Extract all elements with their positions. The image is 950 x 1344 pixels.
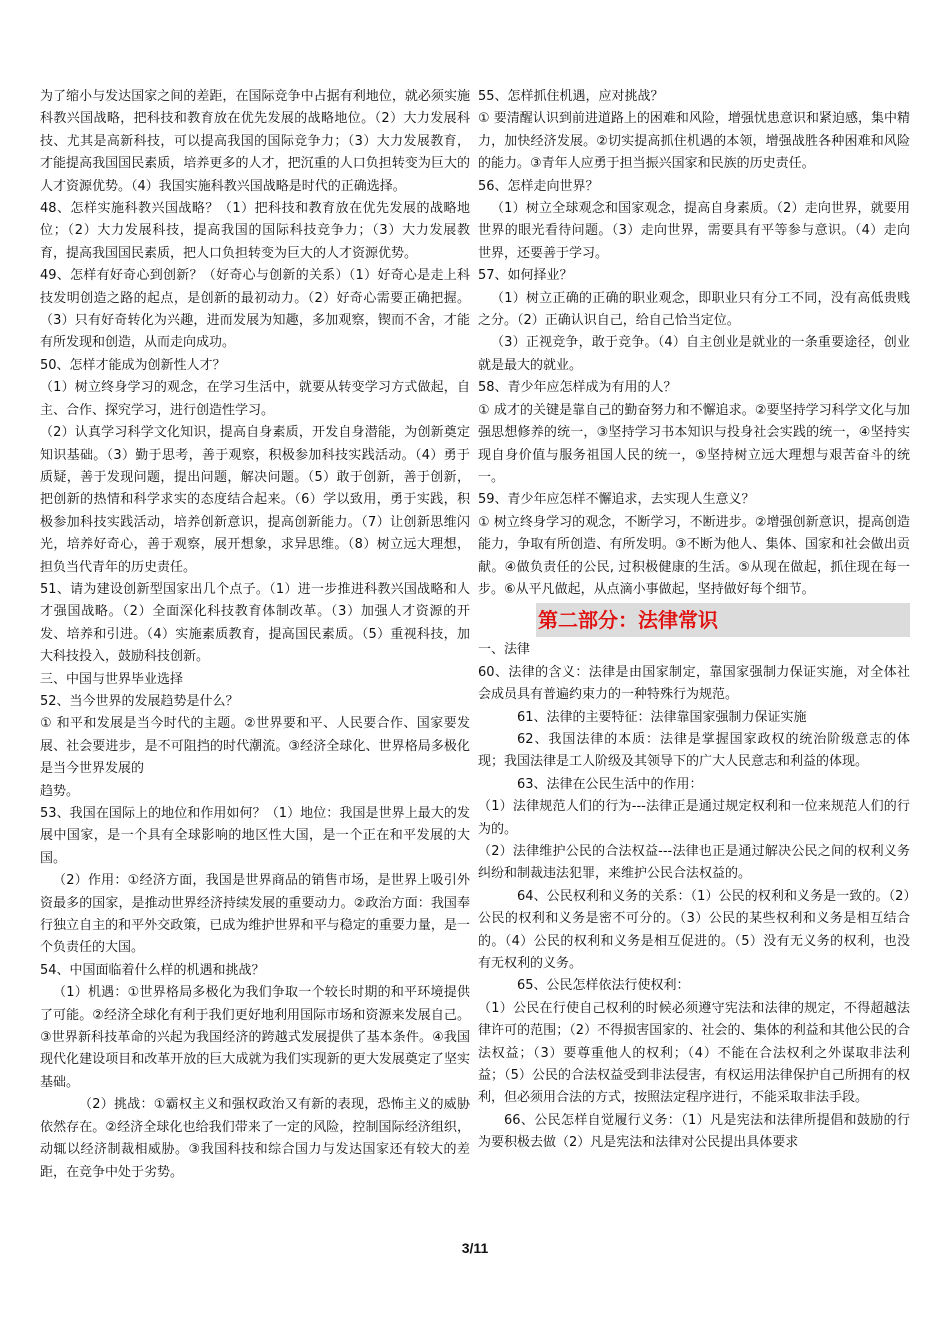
paragraph: 49、怎样有好奇心到创新？（好奇心与创新的关系）（1）好奇心是走上科技发明创造之路的起点，是创新的最初动力。（2）好奇心需要正确把握。（3）只有好奇转化为兴趣，进而发展为知趣，多加观察，锲而不舍，才能有所发现和创造，从而走向成功。 xyxy=(40,268,470,351)
paragraph: 50、怎样才能成为创新性人才？ xyxy=(40,357,226,373)
paragraph: （3）正视竞争，敢于竞争。（4）自主创业是就业的一条重要途径，创业就是最大的就业。 xyxy=(478,335,910,373)
paragraph: 58、青少年应怎样成为有用的人？ xyxy=(478,380,677,396)
paragraph: （1）机遇：①世界格局多极化为我们争取一个较长时期的和平环境提供了可能。②经济全球化有利于我们更好地利用国际市场和资源来发展自己。③世界新科技革命的兴起为我国经济的跨越式发展提供了基本条件。④我国现代化建设项目和改革开放的巨大成就为我们实现新的更大发展奠定了坚实基础。 xyxy=(40,985,470,1090)
paragraph: 65、公民怎样依法行使权利： xyxy=(517,978,690,994)
paragraph: （1）树立正确的正确的职业观念，即职业只有分工不同，没有高低贵贱之分。（2）正确认识自己，给自己恰当定位。 xyxy=(478,290,910,329)
paragraph: 55、怎样抓住机遇，应对挑战？ xyxy=(478,89,664,104)
paragraph: 54、中国面临着什么样的机遇和挑战？ xyxy=(40,962,265,978)
paragraph: （2）法律维护公民的合法权益---法律也正是通过解决公民之间的权利义务纠纷和制裁违法犯罪，来维护公民合法权益的。 xyxy=(478,844,910,882)
right-column xyxy=(478,86,910,1155)
subsection-heading: 一、法律 xyxy=(478,642,531,658)
paragraph: （1）树立终身学习的观念，在学习生活中，就要从转变学习方式做起，自主、合作、探究学习，进行创造性学习。 xyxy=(40,380,470,418)
section-heading: 第二部分：法律常识 xyxy=(536,603,910,637)
paragraph: 48、怎样实施科教兴国战略？（1）把科技和教育放在优先发展的战略地位；（2）大力发展科技，提高我国的国际科技竞争力；（3）大力发展教育，提高我国国民素质，把人口负担转变为巨大的人才资源优势。 xyxy=(40,201,470,261)
paragraph: ① 成才的关键是靠自己的勤奋努力和不懈追求。②要坚持学习科学文化与加强思想修养的统一，③坚持学习书本知识与投身社会实践的统一，④坚持实现自身价值与服务祖国人民的统一，⑤坚持树立远大理想与艰苦奋斗的统一。 xyxy=(478,402,910,485)
paragraph: 66、公民怎样自觉履行义务：（1）凡是宪法和法律所提倡和鼓励的行为要积极去做（2）凡是宪法和法律对公民提出具体要求 xyxy=(478,1112,910,1151)
paragraph: 59、青少年应怎样不懈追求，去实现人生意义？ xyxy=(478,492,755,508)
paragraph: 为了缩小与发达国家之间的差距，在国际竞争中占据有利地位，就必须实施科教兴国战略，把科技和教育放在优先发展的战略地位。（2）大力发展科技、尤其是高新科技，可以提高我国的国际竞争力；（3）大力发展教育，才能提高我国国民素质，培养更多的人才，把沉重的人口负担转变为巨大的人才资源优势。（4）我国实施科教兴国战略是时代的正确选择。 xyxy=(40,89,470,194)
paragraph: ① 树立终身学习的观念，不断学习，不断进步。②增强创新意识，提高创造能力，争取有所创造、有所发明。③不断为他人、集体、国家和社会做出贡献。④做负责任的公民, 过积极健康的生活。⑤从现在做起，抓住现在每一步。⑥从平凡做起，从点滴小事做起，坚持做好每个细节。 xyxy=(478,514,910,597)
paragraph: 61、法律的主要特征：法律靠国家强制力保证实施 xyxy=(517,709,807,725)
paragraph: （2）认真学习科学文化知识，提高自身素质，开发自身潜能，为创新奠定知识基础。（3）勤于思考，善于观察，积极参加科技实践活动。（4）勇于质疑，善于发现问题，提出问题，解决问题。（5）敢于创新，善于创新，把创新的热情和科学求实的态度结合起来。（6）学以致用，勇于实践，积极参加科技实践活动，培养创新意识，提高创新能力。（7）让创新思维闪光，培养好奇心，善于观察，展开想象，求异思维。（8）树立远大理想，担负当代青年的历史责任。 xyxy=(40,425,470,575)
paragraph: 52、当今世界的发展趋势是什么？ xyxy=(40,693,239,709)
paragraph: 趋势。 xyxy=(40,783,80,799)
paragraph: 56、怎样走向世界？ xyxy=(478,178,599,194)
paragraph: （2）作用：①经济方面，我国是世界商品的销售市场，是世界上吸引外资最多的国家，是推动世界经济持续发展的重要动力。②政治方面：我国奉行独立自主的和平外交政策，已成为维护世界和平与稳定的重要力量，是一个负责任的大国。 xyxy=(40,873,470,956)
paragraph: （1）法律规范人们的行为---法律正是通过规定权利和一位来规范人们的行为的。 xyxy=(478,799,910,837)
paragraph: ① 和平和发展是当今时代的主题。②世界要和平、人民要合作、国家要发展、社会要进步，是不可阻挡的时代潮流。③经济全球化、世界格局多极化是当今世界发展的 xyxy=(40,716,470,777)
left-column xyxy=(40,86,470,1184)
paragraph: ① 要清醒认识到前进道路上的困难和风险，增强忧患意识和紧迫感，集中精力，加快经济发展。②切实提高抓住机遇的本领，增强战胜各种困难和风险的能力。③青年人应勇于担当振兴国家和民族的历史责任。 xyxy=(478,111,910,172)
paragraph: 51、请为建设创新型国家出几个点子。（1）进一步推进科教兴国战略和人才强国战略。（2）全面深化科技教育体制改革。（3）加强人才资源的开发、培养和引进。（4）实施素质教育，提高国民素质。（5）重视科技，加大科技投入，鼓励科技创新。 xyxy=(40,581,470,665)
paragraph: （1）树立全球观念和国家观念，提高自身素质。（2）走向世界，就要用世界的眼光看待问题。（3）走向世界，需要具有平等参与意识。（4）走向世界，还要善于学习。 xyxy=(478,201,910,261)
subsection-heading: 三、中国与世界毕业选择 xyxy=(40,671,184,687)
paragraph: 64、公民权利和义务的关系：（1）公民的权利和义务是一致的。（2）公民的权利和义务是密不可分的。（3）公民的某些权利和义务是相互结合的。（4）公民的权利和义务是相互促进的。（5）没有无义务的权利，也没有无权利的义务。 xyxy=(478,888,910,972)
paragraph: 62、我国法律的本质：法律是掌握国家政权的统治阶级意志的体现；我国法律是工人阶级及其领导下的广大人民意志和利益的体现。 xyxy=(478,731,910,770)
paragraph: （1）公民在行使自己权利的时候必须遵守宪法和法律的规定，不得超越法律许可的范围；（2）不得损害国家的、社会的、集体的利益和其他公民的合法权益；（3）要尊重他人的权利；（4）不能在合法权利之外谋取非法利益；（5）公民的合法权益受到非法侵害，有权运用法律保护自己所拥有的权利，但必须用合法的方式，按照法定程序进行，不能采取非法手段。 xyxy=(478,1000,910,1106)
paragraph: 60、法律的含义：法律是由国家制定，靠国家强制力保证实施，对全体社会成员具有普遍约束力的一种特殊行为规范。 xyxy=(478,664,910,703)
paragraph: （2）挑战：①霸权主义和强权政治又有新的表现，恐怖主义的威胁依然存在。②经济全球化也给我们带来了一定的风险，控制国际经济组织，动辄以经济制裁相威胁。③我国科技和综合国力与发达国家还有较大的差距，在竞争中处于劣势。 xyxy=(40,1097,470,1180)
page-number: 3/11 xyxy=(461,1240,489,1256)
paragraph: 57、如何择业？ xyxy=(478,268,573,284)
paragraph: 53、我国在国际上的地位和作用如何？（1）地位：我国是世界上最大的发展中国家，是一个具有全球影响的地区性大国，是一个正在和平发展的大国。 xyxy=(40,806,470,866)
paragraph: 63、法律在公民生活中的作用： xyxy=(517,776,703,792)
